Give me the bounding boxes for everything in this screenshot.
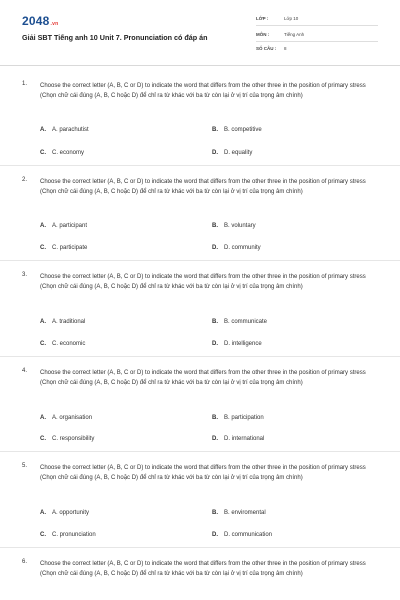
question-text: Choose the correct letter (A, B, C or D) to indicate the word that differs from the other three in the position of primary stress (Chọn chữ cái đúng (A, B, C hoặc D) để chỉ ra từ khác với ba từ còn lại ở vị trí của trọng âm chính) [40, 274, 366, 290]
page-header [0, 0, 400, 66]
logo-text: 2048 [22, 14, 50, 28]
option-letter: A. [40, 319, 46, 325]
option-text: B. participation [224, 415, 264, 421]
meta-subject-value: Tiếng Anh [284, 32, 305, 37]
option-letter: B. [212, 510, 218, 516]
option-text: A. parachutist [52, 127, 89, 133]
logo-suffix: .vn [50, 21, 59, 27]
option-letter: B. [212, 223, 218, 229]
option-letter: D. [212, 245, 218, 251]
option-letter: C. [40, 532, 46, 538]
option-text: A. participant [52, 223, 88, 229]
option-b[interactable] [212, 415, 264, 421]
option-text: B. competitive [224, 127, 262, 133]
option-letter: A. [40, 127, 46, 133]
meta-subject [256, 31, 378, 42]
question-divider [0, 165, 400, 166]
option-text: D. communication [224, 532, 273, 538]
option-a[interactable] [40, 510, 89, 516]
option-letter: C. [40, 150, 46, 156]
option-b[interactable] [212, 319, 267, 325]
option-a[interactable] [40, 223, 87, 229]
option-a[interactable] [40, 319, 85, 325]
option-text: C. economy [52, 150, 85, 156]
option-letter: B. [212, 319, 218, 325]
site-logo[interactable] [22, 14, 58, 28]
option-c[interactable] [40, 150, 84, 156]
option-letter: C. [40, 436, 46, 442]
option-text: C. pronunciation [52, 532, 96, 538]
question-divider [0, 356, 400, 357]
question-text: Choose the correct letter (A, B, C or D) to indicate the word that differs from the other three in the position of primary stress (Chọn chữ cái đúng (A, B, C hoặc D) để chỉ ra từ khác với ba từ còn lại ở vị trí của trọng âm chính) [40, 465, 366, 481]
option-letter: D. [212, 532, 218, 538]
option-b[interactable] [212, 223, 256, 229]
option-d[interactable] [212, 341, 262, 347]
meta-class [256, 15, 378, 26]
option-text: C. participate [52, 245, 88, 251]
option-text: D. equality [224, 150, 253, 156]
option-text: A. opportunity [52, 510, 90, 516]
question-text: Choose the correct letter (A, B, C or D) to indicate the word that differs from the other three in the position of primary stress (Chọn chữ cái đúng (A, B, C hoặc D) để chỉ ra từ khác với ba từ còn lại ở vị trí của trọng âm chính) [40, 83, 366, 99]
question-number: 6. [22, 559, 28, 565]
option-c[interactable] [40, 436, 94, 442]
option-a[interactable] [40, 415, 92, 421]
option-text: C. responsibility [52, 436, 95, 442]
option-c[interactable] [40, 532, 96, 538]
option-letter: C. [40, 245, 46, 251]
question-text: Choose the correct letter (A, B, C or D) to indicate the word that differs from the other three in the position of primary stress (Chọn chữ cái đúng (A, B, C hoặc D) để chỉ ra từ khác với ba từ còn lại ở vị trí của trọng âm chính) [40, 561, 366, 577]
question-number: 2. [22, 177, 28, 183]
option-d[interactable] [212, 150, 252, 156]
meta-subject-label: MÔN : [256, 32, 270, 37]
option-d[interactable] [212, 245, 261, 251]
meta-question-count [256, 45, 378, 55]
option-text: D. intelligence [224, 341, 262, 347]
option-letter: A. [40, 223, 46, 229]
meta-count-label: SỐ CÂU : [256, 46, 277, 51]
meta-class-label: LỚP : [256, 16, 269, 21]
question-text: Choose the correct letter (A, B, C or D) to indicate the word that differs from the other three in the position of primary stress (Chọn chữ cái đúng (A, B, C hoặc D) để chỉ ra từ khác với ba từ còn lại ở vị trí của trọng âm chính) [40, 179, 366, 195]
meta-class-value: Lớp 10 [284, 16, 299, 21]
option-letter: A. [40, 510, 46, 516]
option-letter: D. [212, 436, 218, 442]
question-text: Choose the correct letter (A, B, C or D) to indicate the word that differs from the other three in the position of primary stress (Chọn chữ cái đúng (A, B, C hoặc D) để chỉ ra từ khác với ba từ còn lại ở vị trí của trọng âm chính) [40, 370, 366, 386]
meta-count-value: 8 [284, 46, 287, 51]
option-letter: D. [212, 150, 218, 156]
option-letter: A. [40, 415, 46, 421]
question-divider [0, 451, 400, 452]
option-a[interactable] [40, 127, 89, 133]
option-b[interactable] [212, 510, 266, 516]
option-d[interactable] [212, 532, 272, 538]
question-divider [0, 547, 400, 548]
option-text: C. economic [52, 341, 86, 347]
option-text: D. community [224, 245, 261, 251]
option-letter: C. [40, 341, 46, 347]
question-number: 5. [22, 463, 28, 469]
option-text: B. communicate [224, 319, 268, 325]
question-number: 4. [22, 368, 28, 374]
option-text: B. voluntary [224, 223, 256, 229]
option-text: B. enviromental [224, 510, 266, 516]
option-c[interactable] [40, 245, 87, 251]
question-number: 1. [22, 81, 28, 87]
option-letter: D. [212, 341, 218, 347]
option-b[interactable] [212, 127, 262, 133]
option-text: A. traditional [52, 319, 86, 325]
option-c[interactable] [40, 341, 85, 347]
option-letter: B. [212, 415, 218, 421]
header-divider [0, 65, 400, 66]
option-text: A. organisation [52, 415, 93, 421]
document-title: Giải SBT Tiếng anh 10 Unit 7. Pronunciation có đáp án [22, 33, 208, 42]
question-number: 3. [22, 272, 28, 278]
option-d[interactable] [212, 436, 264, 442]
option-text: D. international [224, 436, 265, 442]
option-letter: B. [212, 127, 218, 133]
question-divider [0, 260, 400, 261]
